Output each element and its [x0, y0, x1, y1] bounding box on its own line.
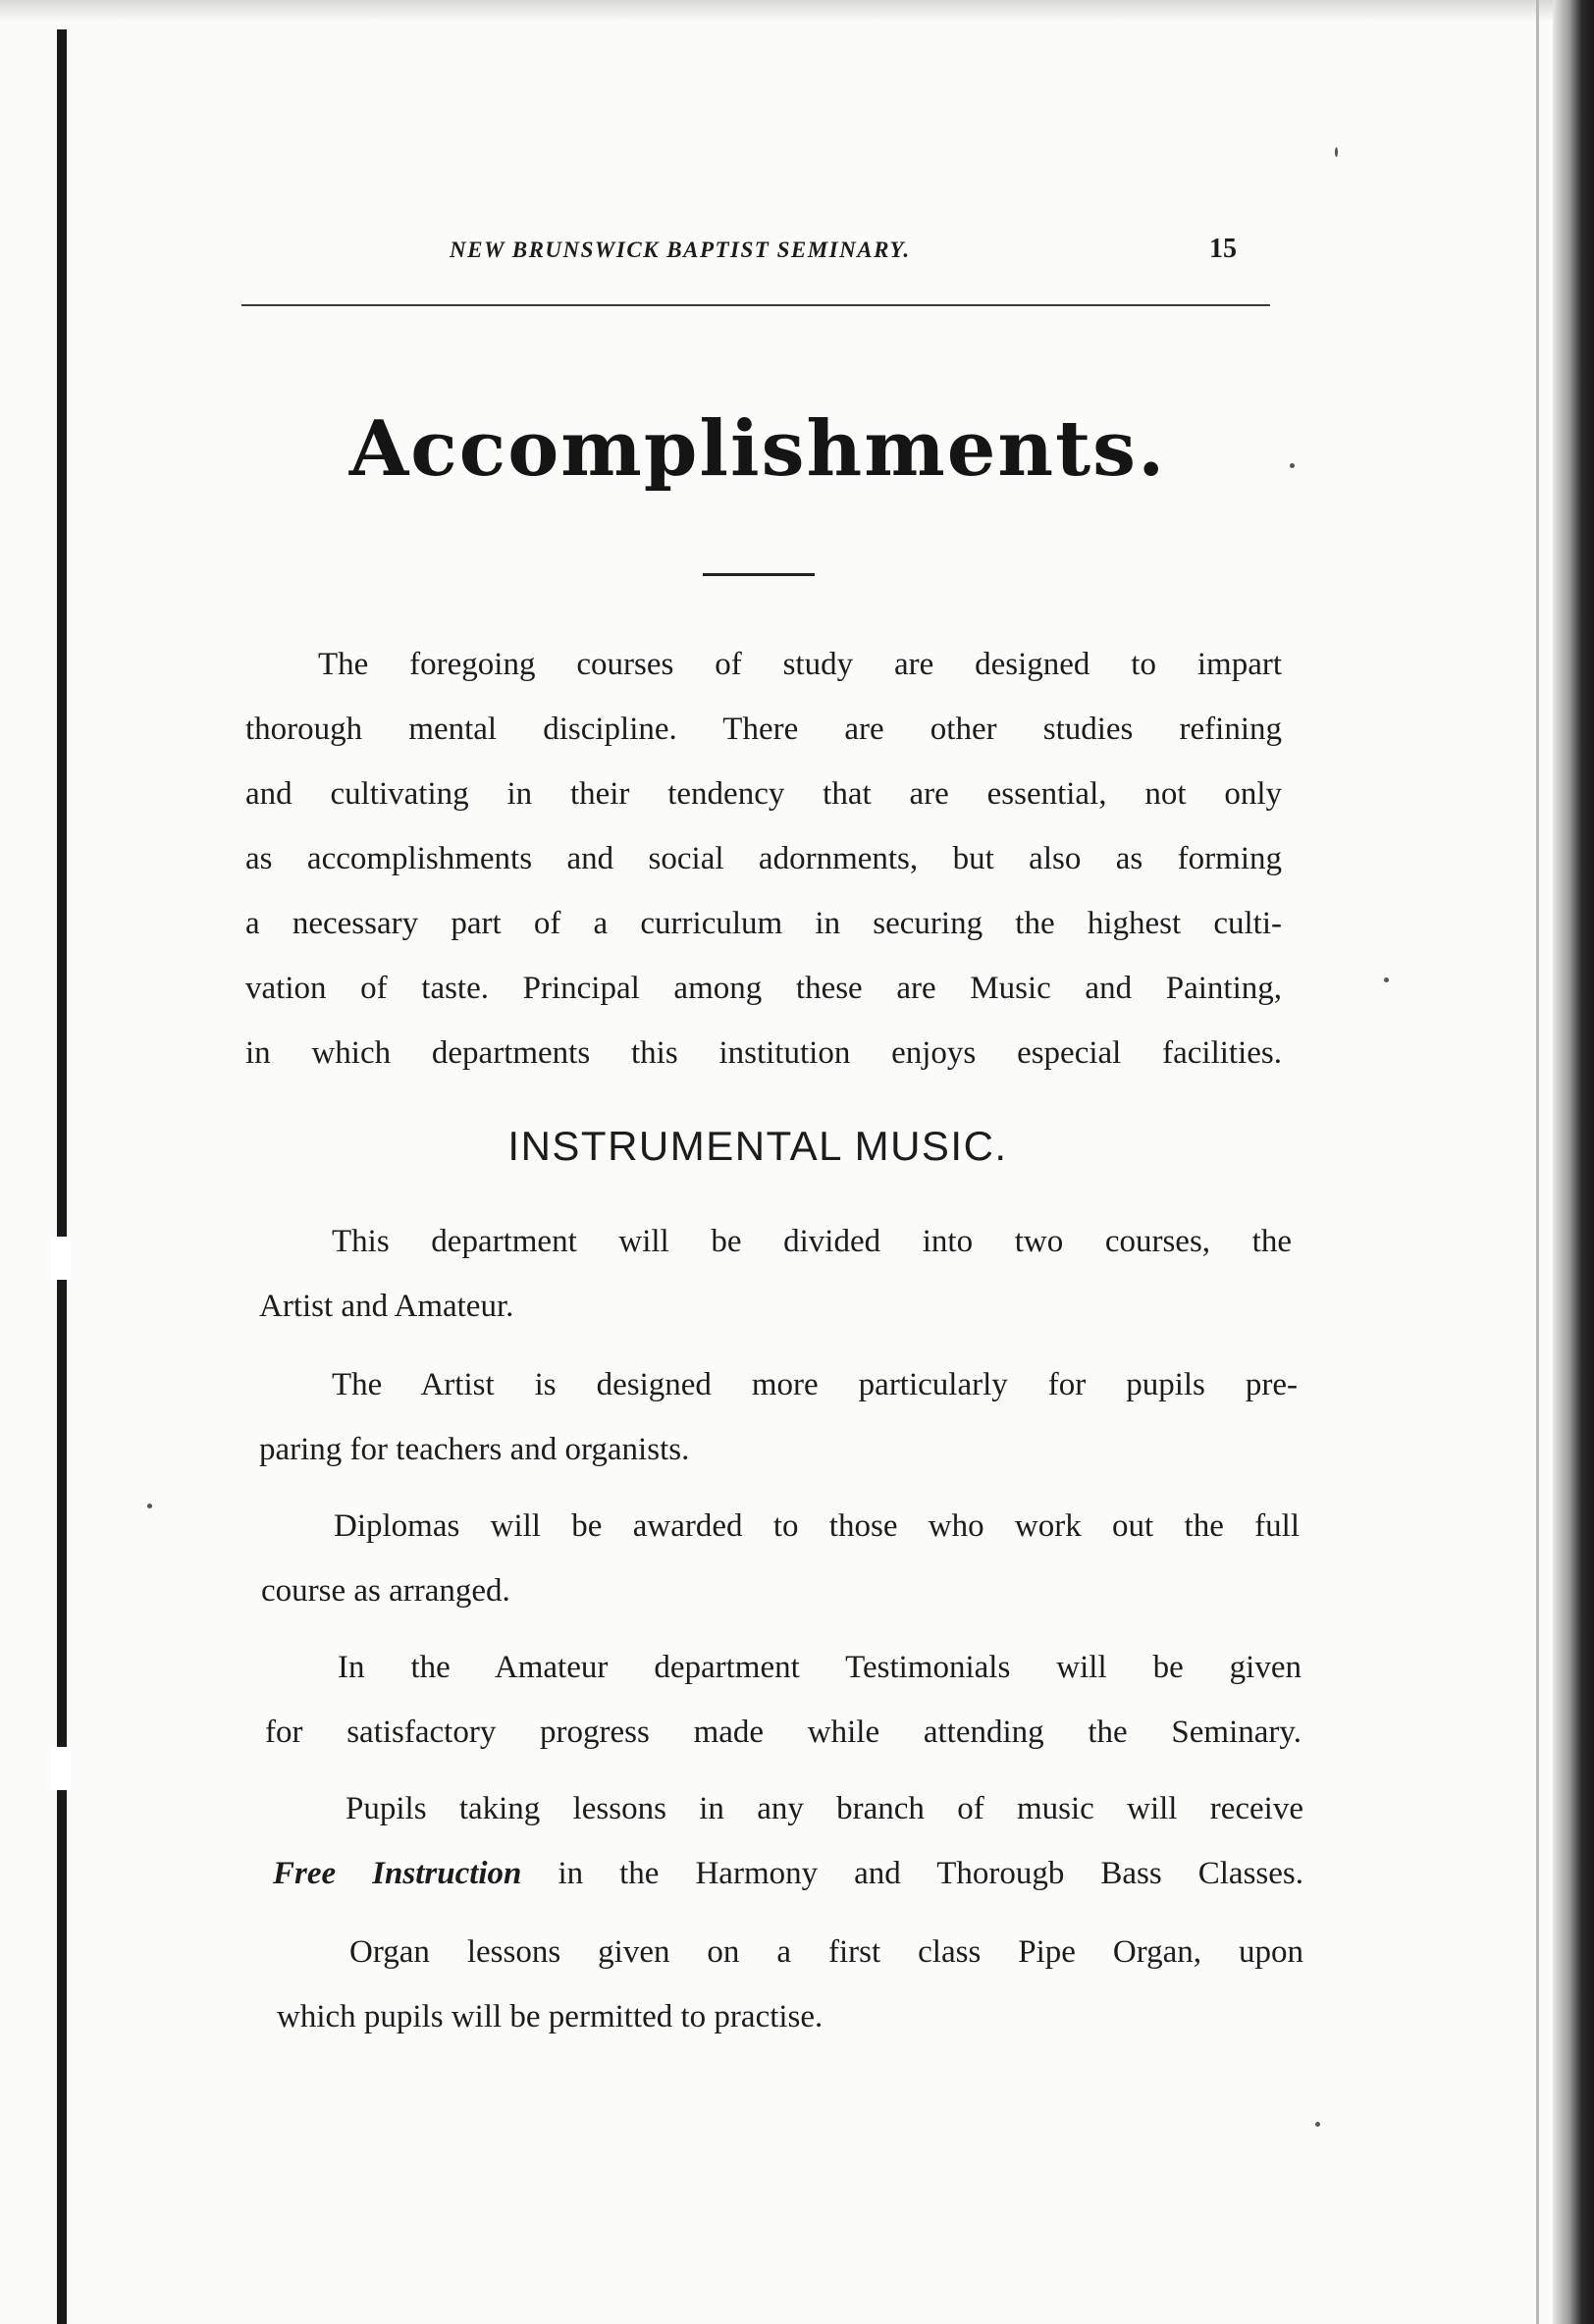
text-line: paring for teachers and organists.: [259, 1432, 690, 1467]
scan-top-shadow: [0, 0, 1553, 22]
text-line: This department will be divided into two courses, the: [332, 1224, 1292, 1259]
scan-speck: [147, 1504, 152, 1508]
scan-speck: [1335, 147, 1338, 157]
section-heading: INSTRUMENTAL MUSIC.: [507, 1123, 1008, 1169]
page-title: Accomplishments.: [348, 404, 1167, 494]
scan-speck: [1290, 463, 1295, 468]
title-rule: [703, 573, 815, 576]
text-line: which pupils will be permitted to practise.: [277, 1999, 824, 2034]
text-line: Diplomas will be awarded to those who work out the full: [334, 1508, 1300, 1544]
text-line-rest: in the Harmony and Thorougb Bass Classes.: [521, 1856, 1303, 1891]
paragraph-artist: [259, 1352, 1298, 1482]
scan-speck: [1315, 2122, 1320, 2127]
book-spine-edge: [57, 29, 67, 2324]
spine-notch: [51, 1237, 71, 1280]
book-right-edge: [1553, 0, 1594, 2324]
text-line: as accomplishments and social adornments, but also as forming: [245, 841, 1282, 876]
text-line: course as arranged.: [261, 1573, 510, 1609]
free-instruction-emphasis: Free Instruction: [273, 1856, 522, 1891]
running-head: NEW BRUNSWICK BAPTIST SEMINARY.: [450, 238, 911, 262]
scan-speck: [1384, 977, 1389, 982]
text-line: Artist and Amateur.: [259, 1289, 514, 1324]
paragraph-organ: [277, 1920, 1303, 2049]
text-line: in which departments this institution enjoys especial facilities.: [245, 1035, 1282, 1071]
text-line: vation of taste. Principal among these are Music and Painting,: [245, 971, 1282, 1006]
text-line: Organ lessons given on a first class Pipe Organ, upon: [349, 1934, 1303, 1970]
text-line: [273, 1841, 1303, 1906]
text-line: a necessary part of a curriculum in securing the highest culti-: [245, 906, 1282, 941]
paragraph-diplomas: [261, 1494, 1300, 1623]
intro-paragraph: [245, 632, 1282, 1085]
paragraph-amateur: [265, 1635, 1302, 1765]
text-line: In the Amateur department Testimonials will be given: [338, 1650, 1302, 1685]
paragraph-courses: [259, 1209, 1292, 1339]
text-line: Pupils taking lessons in any branch of music will receive: [345, 1791, 1303, 1826]
spine-notch: [51, 1747, 71, 1790]
page-number: 15: [1209, 234, 1237, 264]
header-rule: [241, 304, 1270, 306]
text-line: The Artist is designed more particularly for pupils pre-: [332, 1367, 1298, 1402]
paragraph-free-instruction: [273, 1776, 1303, 1906]
text-line: and cultivating in their tendency that are essential, not only: [245, 776, 1282, 812]
page-edge-line: [1536, 0, 1539, 2324]
text-line: The foregoing courses of study are designed to impart: [318, 647, 1282, 682]
text-line: thorough mental discipline. There are other studies refining: [245, 712, 1282, 747]
text-line: for satisfactory progress made while attending the Seminary.: [265, 1715, 1302, 1750]
